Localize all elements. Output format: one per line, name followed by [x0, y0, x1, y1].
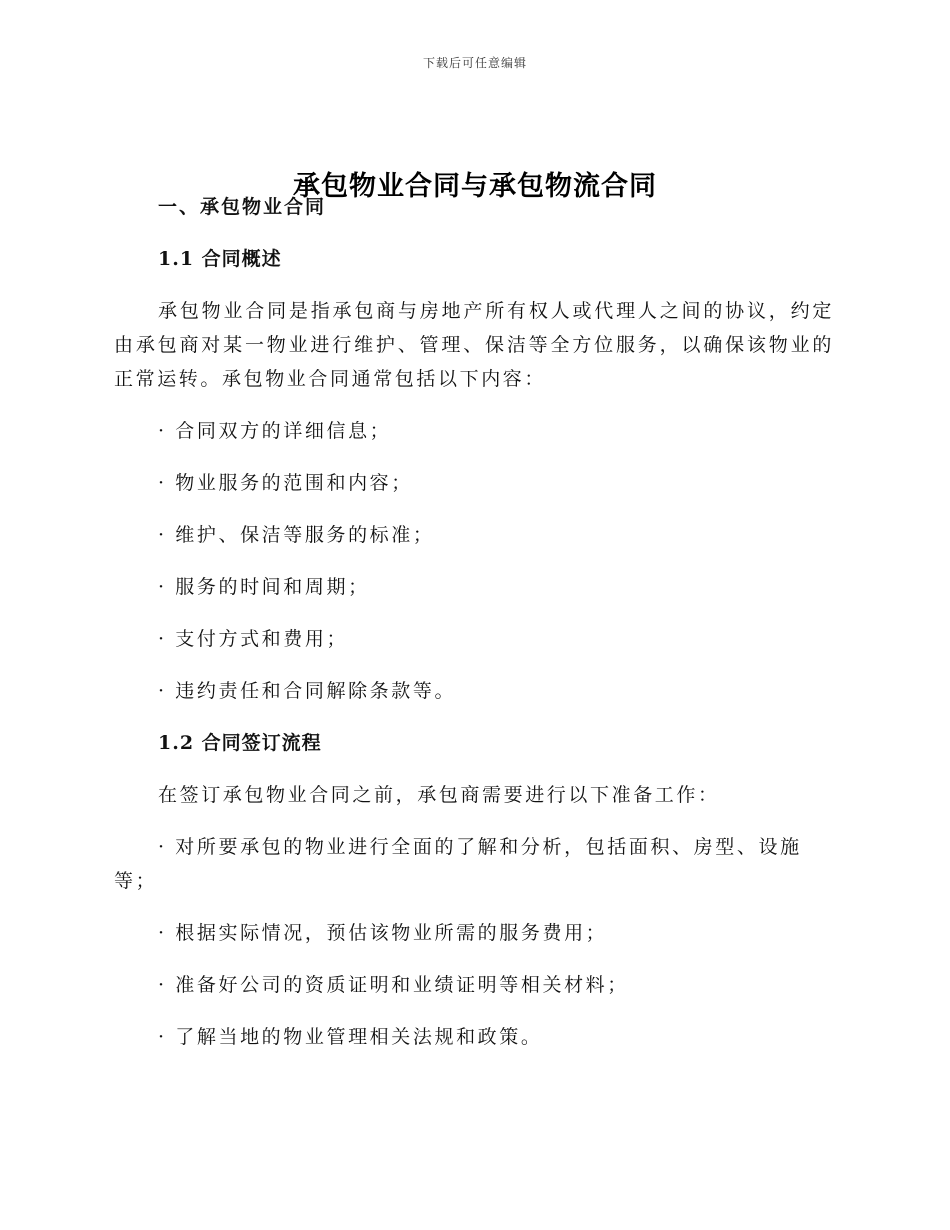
list-item: · 物业服务的范围和内容；: [158, 472, 413, 494]
list-item: · 合同双方的详细信息；: [158, 420, 392, 442]
page-header-note: 下载后可任意编辑: [422, 56, 527, 70]
list-item: · 违约责任和合同解除条款等。: [158, 680, 457, 702]
list-item: · 服务的时间和周期；: [158, 576, 370, 598]
overview-list: [114, 414, 834, 708]
subsection-heading-1-1: 1.1 合同概述: [158, 248, 282, 270]
list-item: · 支付方式和费用；: [158, 628, 349, 650]
document-title: 承包物业合同与承包物流合同: [293, 171, 657, 203]
overview-paragraph: 承包物业合同是指承包商与房地产所有权人或代理人之间的协议，约定由承包商对某一物业进行维护、管理、保洁等全方位服务，以确保该物业的正常运转。承包物业合同通常包括以下内容：: [114, 300, 834, 390]
list-item: · 根据实际情况，预估该物业所需的服务费用；: [158, 922, 608, 944]
document-body: [114, 190, 834, 1054]
list-item: · 准备好公司的资质证明和业绩证明等相关材料；: [158, 974, 629, 996]
section-heading-1: 一、承包物业合同: [158, 196, 327, 218]
list-item: · 对所要承包的物业进行全面的了解和分析，包括面积、房型、设施等；: [114, 836, 802, 892]
list-item: · 维护、保洁等服务的标准；: [158, 524, 435, 546]
process-paragraph: 在签订承包物业合同之前，承包商需要进行以下准备工作：: [158, 784, 720, 806]
list-item: · 了解当地的物业管理相关法规和政策。: [158, 1026, 543, 1048]
subsection-heading-1-2: 1.2 合同签订流程: [158, 732, 322, 754]
process-list: [114, 830, 834, 1054]
